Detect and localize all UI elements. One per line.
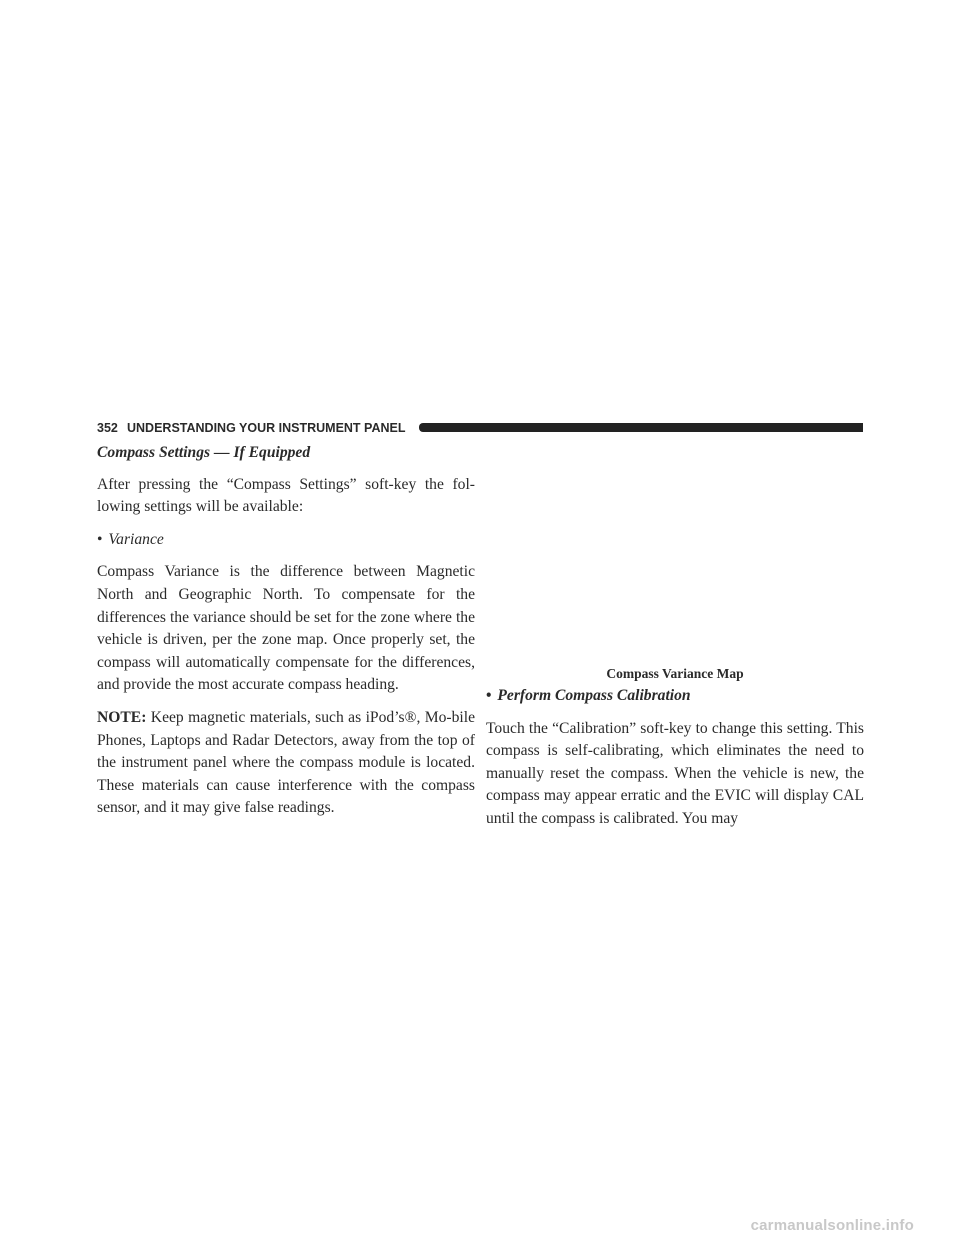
variance-paragraph: Compass Variance is the difference between Magnetic North and Geographic North. To compensate for the differences the variance should be set for the zone where the vehicle is driven, per the zone map. Once properly set, the compass will automatically compensate for the differences, and provide the most accurate compass heading. [97, 563, 475, 694]
header-rule [419, 423, 863, 432]
page-number: 352 [97, 421, 118, 435]
note-label: NOTE: [97, 708, 147, 726]
intro-paragraph: After pressing the “Compass Settings” soft-key the fol-lowing settings will be available: [97, 475, 475, 516]
bullet-dot-icon: • [486, 687, 492, 704]
watermark: carmanualsonline.info [750, 1217, 914, 1234]
left-column [97, 442, 475, 830]
bullet-dot-icon: • [97, 530, 103, 548]
bullet-variance [97, 529, 475, 552]
calibration-paragraph: Touch the “Calibration” soft-key to change this setting. This compass is self-calibrating, which eliminates the need to manually reset the compass. When the vehicle is new, the compass may appear erratic and the EVIC will display CAL until the compass is calibrated. You may [486, 719, 864, 827]
bullet-calibration-label: Perform Compass Calibration [497, 687, 691, 704]
subsection-heading: Compass Settings — If Equipped [97, 444, 311, 461]
section-title: UNDERSTANDING YOUR INSTRUMENT PANEL [127, 421, 406, 435]
note-text: Keep magnetic materials, such as iPod’s®, Mo-bile Phones, Laptops and Radar Detectors, away from the top of the instrument panel where the compass module is located. These materials can cause interference with the compass sensor, and it may give false readings. [97, 708, 475, 817]
bullet-calibration [486, 685, 864, 708]
right-column [486, 685, 864, 841]
bullet-variance-label: Variance [108, 530, 164, 548]
page-header [97, 420, 863, 436]
figure-caption: Compass Variance Map [606, 666, 744, 681]
note-paragraph [97, 707, 475, 820]
compass-variance-map-figure [486, 442, 864, 664]
